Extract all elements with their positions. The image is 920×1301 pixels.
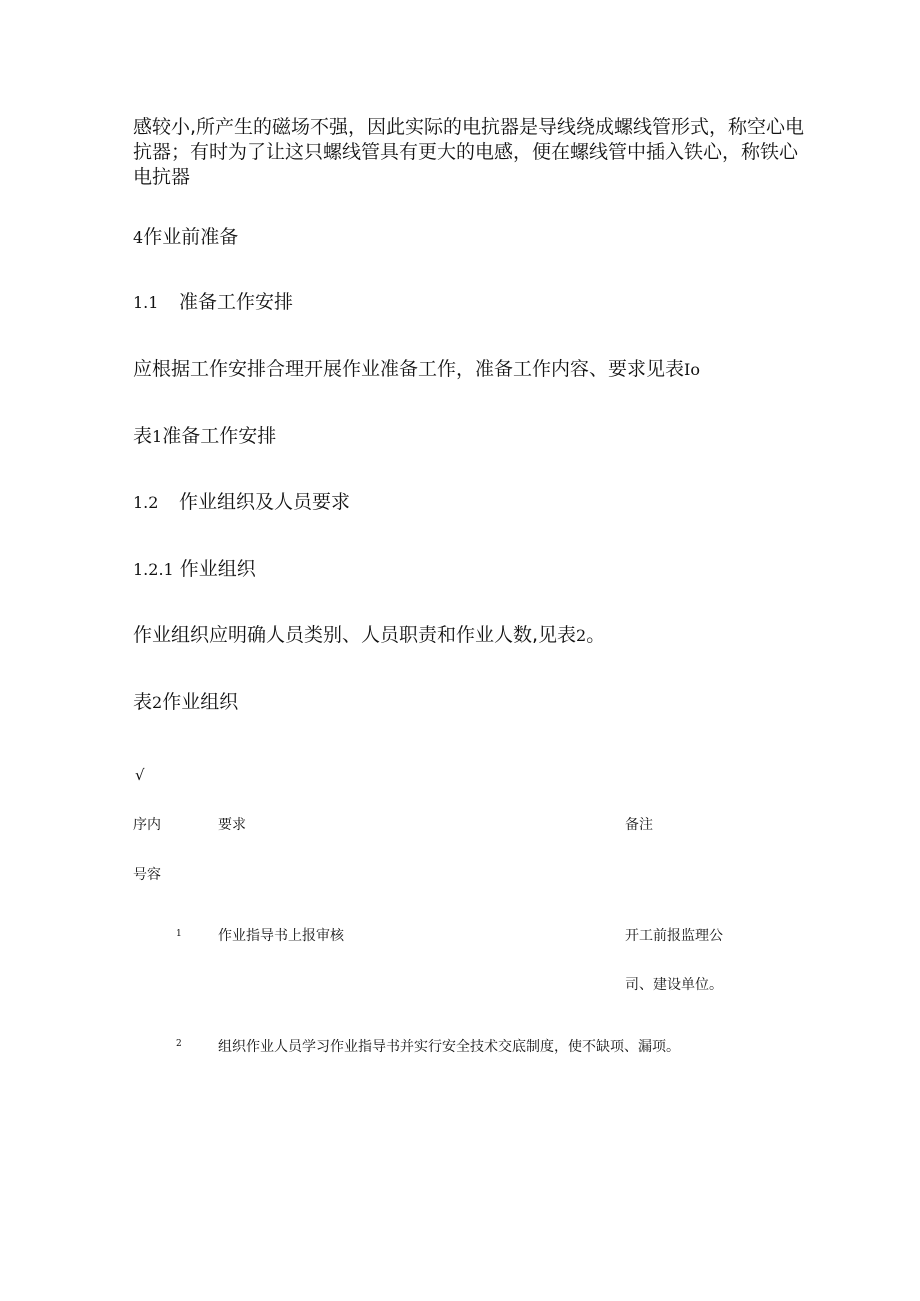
header-requirement: 要求 xyxy=(218,817,246,833)
org-paragraph-text: 作业组织应明确人员类别、人员职责和作业人数,见表 xyxy=(133,624,577,646)
org-paragraph xyxy=(133,623,605,648)
header-seq-top: 序内 xyxy=(133,817,161,833)
section-1-2-number: 1.2 xyxy=(133,493,159,512)
section-1-1-heading xyxy=(133,290,293,315)
intro-line-1: 感较小,所产生的磁场不强，因此实际的电抗器是导线绕成螺线管形式，称空心电 xyxy=(133,116,805,138)
org-paragraph-number: 2 xyxy=(576,626,587,645)
table-2-caption-prefix: 表 xyxy=(133,691,153,713)
row-2-requirement: 组织作业人员学习作业指导书并实行安全技术交底制度，使不缺项、漏项。 xyxy=(218,1039,680,1055)
intro-line-2: 抗器；有时为了让这只螺线管具有更大的电感，便在螺线管中插入铁心，称铁心 xyxy=(133,141,799,163)
section-1-1-number: 1.1 xyxy=(133,293,159,312)
table-2-caption-title: 作业组织 xyxy=(162,691,239,713)
row-1-note-line-2: 司、建设单位。 xyxy=(625,977,723,993)
header-note: 备注 xyxy=(625,817,653,833)
section-1-2-1-number: 1.2.1 xyxy=(133,560,174,579)
check-mark: √ xyxy=(135,766,145,784)
org-paragraph-end: 。 xyxy=(586,624,606,646)
table-1-caption-number: 1 xyxy=(152,427,163,446)
section-1-2-title: 作业组织及人员要求 xyxy=(179,491,351,513)
prep-paragraph-text: 应根据工作安排合理开展作业准备工作，准备工作内容、要求见表 xyxy=(133,358,685,380)
section-4-heading xyxy=(133,225,238,250)
row-1-requirement: 作业指导书上报审核 xyxy=(218,928,344,944)
prep-paragraph xyxy=(133,357,700,382)
intro-line-3: 电抗器 xyxy=(133,166,191,188)
table-1-caption xyxy=(133,424,276,449)
row-1-number: 1 xyxy=(176,929,182,939)
section-1-2-1-title: 作业组织 xyxy=(179,558,256,580)
table-2-caption xyxy=(133,690,238,715)
section-1-2-1-heading xyxy=(133,557,256,582)
table-1-caption-title: 准备工作安排 xyxy=(162,425,277,447)
header-seq-bottom: 号容 xyxy=(133,867,161,883)
table-1-caption-prefix: 表 xyxy=(133,425,153,447)
row-2-number: 2 xyxy=(176,1039,182,1049)
section-4-number: 4 xyxy=(133,228,144,247)
section-4-title: 作业前准备 xyxy=(143,226,239,248)
prep-paragraph-tail: Io xyxy=(684,360,700,379)
table-2-caption-number: 2 xyxy=(152,693,163,712)
section-1-2-heading xyxy=(133,490,350,515)
section-1-1-title: 准备工作安排 xyxy=(179,291,294,313)
row-1-note-line-1: 开工前报监理公 xyxy=(625,928,723,944)
